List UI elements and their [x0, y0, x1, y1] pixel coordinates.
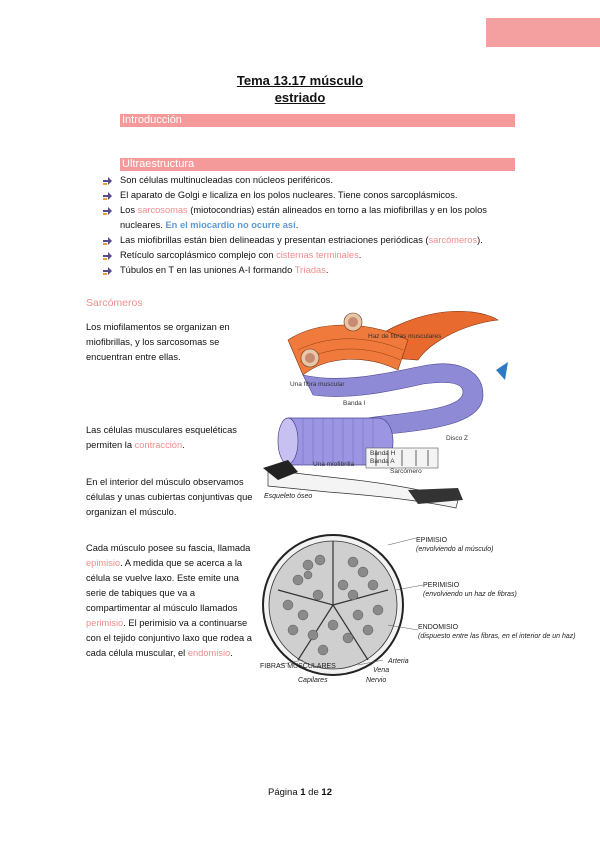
paragraph-miofilamentos: Los miofilamentos se organizan en miofibrillas, y los sarcosomas se encuentran entre ellas. [86, 322, 230, 362]
label-epimisio-sub: (envolviendo al músculo) [416, 546, 494, 553]
label-nervio: Nervio [366, 677, 387, 684]
label-capilares: Capilares [298, 677, 328, 684]
list-item: Retículo sarcoplásmico complejo con cisternas terminales. [102, 248, 502, 263]
highlight-term: perimisio [86, 618, 124, 628]
label-sarcomero: Sarcómero [390, 468, 422, 475]
page-number: 1 [300, 787, 306, 798]
muscle-structure-illustration [258, 300, 518, 515]
label-perimisio: PERIMISIO [423, 582, 460, 589]
page-total: 12 [321, 787, 332, 798]
label-banda-a: Banda A [370, 458, 395, 465]
arrow-bullet-icon [102, 235, 113, 246]
arrow-bullet-icon [102, 175, 113, 186]
label-haz: Haz de fibras musculares [368, 333, 442, 340]
label-disco-z: Disco Z [446, 435, 469, 442]
label-banda-h: Banda H [370, 450, 396, 457]
label-epimisio: EPIMISIO [416, 537, 448, 544]
subheading-sarcomeros: Sarcómeros [86, 297, 143, 309]
highlight-term: endomisio [187, 648, 231, 658]
label-fibra: Una fibra muscular [290, 381, 345, 388]
header-decoration [486, 18, 600, 47]
highlight-term: cisternas terminales [276, 250, 359, 260]
list-item: Túbulos en T en las uniones A-I formando Tríadas. [102, 263, 502, 278]
list-item: Los sarcosomas (miotocondrias) están alineados en torno a las miofibrillas y en los polos nucleares. En el miocardio no ocurre así. [102, 203, 502, 233]
highlight-term: sarcómeros [428, 235, 478, 245]
highlight-term: Tríadas [294, 265, 326, 275]
list-item: Son células multinucleadas con núcleos periféricos. [102, 173, 502, 188]
paragraph-fascia: Cada músculo posee su fascia, llamada epimisio. A medida que se acerca a la célula se vuelve laxo. Este emite una serie de tabiques que va a compartimentar al músculo llamados perimisio. El perimisio va a continuarse con el tejido conjuntivo laxo que rodea a cada célula muscular, el endomisio. [86, 543, 252, 658]
section-heading-intro: Introducción [120, 114, 515, 127]
highlight-note: En el miocardio no ocurre así [165, 220, 296, 230]
label-miofibrilla: Una miofibrilla [313, 461, 355, 468]
label-esqueleto: Esqueleto óseo [264, 493, 313, 500]
label-perimisio-sub: (envolviendo un haz de fibras) [423, 591, 517, 598]
arrow-bullet-icon [102, 250, 113, 261]
label-banda-i: Banda I [343, 400, 366, 407]
paragraph-contraccion: Las células musculares esqueléticas permiten la contracción. [86, 425, 237, 450]
arrow-bullet-icon [102, 265, 113, 276]
list-item: Las miofibrillas están bien delineadas y presentan estriaciones periódicas (sarcómeros). [102, 233, 502, 248]
label-arteria: Arteria [388, 658, 409, 665]
page-title-line2: estriado [274, 90, 326, 105]
highlight-term: contracción [134, 440, 183, 450]
paragraph-interior: En el interior del músculo observamos células y unas cubiertas conjuntivas que organizan el músculo. [86, 477, 253, 517]
label-fibras: FIBRAS MUSCULARES [260, 663, 336, 670]
highlight-term: sarcosomas [137, 205, 188, 215]
label-endomisio-sub: (dispuesto entre las fibras, en el interior de un haz) [418, 633, 576, 640]
page-footer: Página 1 de 12 [268, 787, 332, 798]
ultra-bullet-list [102, 173, 502, 278]
muscle-cross-section-illustration [258, 520, 576, 695]
label-endomisio: ENDOMISIO [418, 624, 459, 631]
arrow-bullet-icon [102, 190, 113, 201]
arrow-bullet-icon [102, 205, 113, 216]
section-heading-ultra: Ultraestructura [120, 158, 515, 171]
label-vena: Vena [373, 667, 390, 674]
list-item: El aparato de Golgi e licaliza en los polos nucleares. Tiene conos sarcoplásmicos. [102, 188, 502, 203]
highlight-term: epimisio [86, 558, 121, 568]
page-title: Tema 13.17 músculo [236, 73, 364, 88]
